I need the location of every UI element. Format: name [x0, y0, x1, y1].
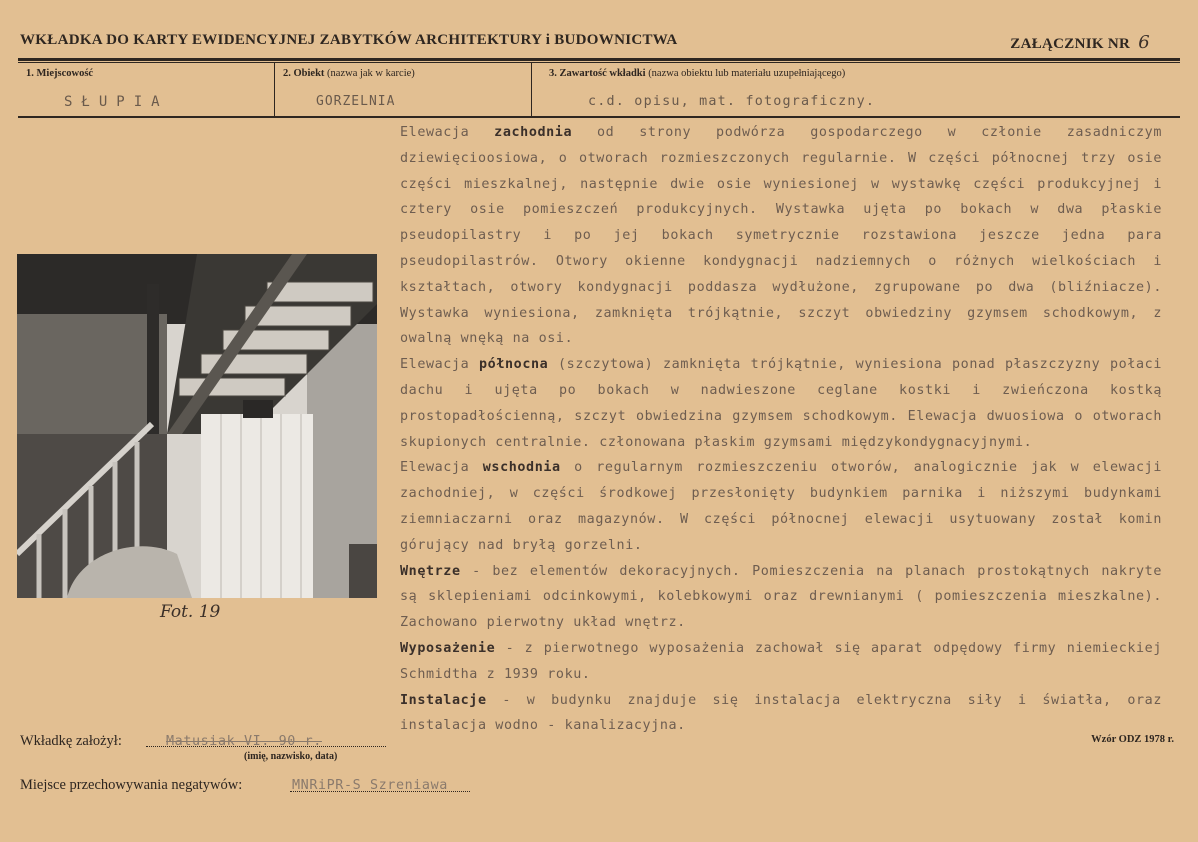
annex-number: 6: [1138, 32, 1150, 53]
p6-keyword: Instalacje: [400, 692, 487, 708]
p1-text: od strony podwórza gospodarczego w członie zasadniczym dziewięcioosiowa, o otworach rozmieszczonych regularnie. W części północnej trzy osie części mieszkalnej, następnie dwie osie wyniesionej w wystawkę części produkcyjnej i cztery osie pomieszczeń produkcyjnych. Wystawka ujęta po bokach w dwa płaskie pseudopilastry i po jej bokach symetrycznie rozstawiona jeszcze jedna para pseudopilastrów. Otwory okienne kondygnacji nadziemnych o różnych wielkościach i kształtach, otwory kondygnacji poddasza wydłużone, zgrupowane po dwa (bliźniacze). Wystawka wyniesiona, zamknięta trójkątnie, szczyt obwiedziny gzymsem schodkowym, z owalną wnęką na osi.: [400, 125, 1162, 347]
annex-label-text: ZAŁĄCZNIK NR: [1010, 36, 1131, 52]
annex-label: [1010, 32, 1150, 53]
field-divider-1: [274, 62, 275, 116]
field-3-label-text: 3. Zawartość wkładki: [549, 68, 646, 79]
storage-label: Miejsce przechowywania negatywów:: [20, 777, 243, 793]
paragraph-installations: [400, 688, 1162, 740]
p2-prefix: Elewacja: [400, 357, 480, 373]
fields-bottom-rule: [18, 116, 1180, 118]
p4-keyword: Wnętrze: [400, 563, 461, 579]
p3-prefix: Elewacja: [400, 460, 483, 476]
header-rule: [18, 58, 1180, 61]
p3-keyword: wschodnia: [482, 460, 561, 476]
field-2-label: [283, 68, 415, 79]
paragraph-interior: [400, 559, 1162, 636]
creator-sub-label: (imię, nazwisko, data): [244, 751, 338, 762]
p2-keyword: północna: [479, 357, 549, 373]
p6-text: - w budynku znajduje się instalacja elektryczna siły i światła, oraz instalacja wodno - kanalizacyjna.: [400, 692, 1162, 734]
p2-text: (szczytowa) zamknięta trójkątnie, wyniesiona ponad płaszczyzny połaci dachu i ujęta po bokach w nadwieszone ceglane kostki i zwieńczona kostką prostopadłościenną, szczyt obwiedzina gzymsem schodkowym. Elewacja dwuosiowa o otworach skupionych centralnie. członowana płaskim gzymsami międzykondygnacyjnymi.: [400, 357, 1162, 450]
paragraph-east: [400, 455, 1162, 558]
field-1-label-text: 1. Miejscowość: [26, 68, 94, 79]
description-text: [400, 120, 1162, 739]
form-title: WKŁADKA DO KARTY EWIDENCYJNEJ ZABYTKÓW ARCHITEKTURY i BUDOWNICTWA: [20, 32, 678, 48]
photo-image: [17, 254, 377, 598]
paragraph-north: [400, 352, 1162, 455]
door-sign: [243, 400, 273, 418]
paragraph-equipment: [400, 636, 1162, 688]
paragraph-west: [400, 120, 1162, 352]
header-rule-thin: [18, 62, 1180, 63]
interior-staircase-photo: [17, 254, 377, 598]
field-1-label: [26, 68, 93, 79]
p5-keyword: Wyposażenie: [400, 640, 496, 656]
field-1-value: SŁUPIA: [64, 94, 169, 110]
photo-caption: Fot. 19: [160, 602, 221, 622]
p3-text: o regularnym rozmieszczeniu otworów, analogicznie jak w elewacji zachodniej, w części środkowej przesłonięty budynkiem parnika i niższymi budynkami ziemniaczarni oraz magazynów. W części północnej elewacji usytuowany został komin górujący nad bryłą gorzelni.: [400, 460, 1162, 553]
field-3-label: [549, 68, 845, 79]
creator-value: Matusiak VI. 90 r.: [166, 734, 322, 749]
p4-text: - bez elementów dekoracyjnych. Pomieszczenia na planach prostokątnych nakryte są sklepieniami odcinkowymi, kolebkowymi oraz drewnianymi ( pomieszczenia mieszkalne). Zachowano pierwotny układ wnętrz.: [400, 563, 1162, 631]
p1-keyword: zachodnia: [494, 125, 573, 140]
field-3-value: c.d. opisu, mat. fotograficzny.: [588, 94, 876, 109]
field-2-value: GORZELNIA: [316, 94, 396, 109]
p5-text: - z pierwotnego wyposażenia zachował się aparat odpędowy firmy niemieckiej Schmidtha z 1939 roku.: [400, 640, 1162, 682]
creator-label: Wkładkę założył:: [20, 733, 122, 749]
p1-prefix: Elewacja: [400, 125, 495, 140]
field-2-label-paren: (nazwa jak w karcie): [327, 68, 415, 79]
form-reference: Wzór ODZ 1978 r.: [1091, 734, 1174, 745]
field-3-label-paren: (nazwa obiektu lub materiału uzupełniającego): [648, 68, 846, 79]
field-divider-2: [531, 62, 532, 116]
field-2-label-text: 2. Obiekt: [283, 68, 325, 79]
storage-value: MNRiPR-S Szreniawa: [292, 778, 448, 793]
